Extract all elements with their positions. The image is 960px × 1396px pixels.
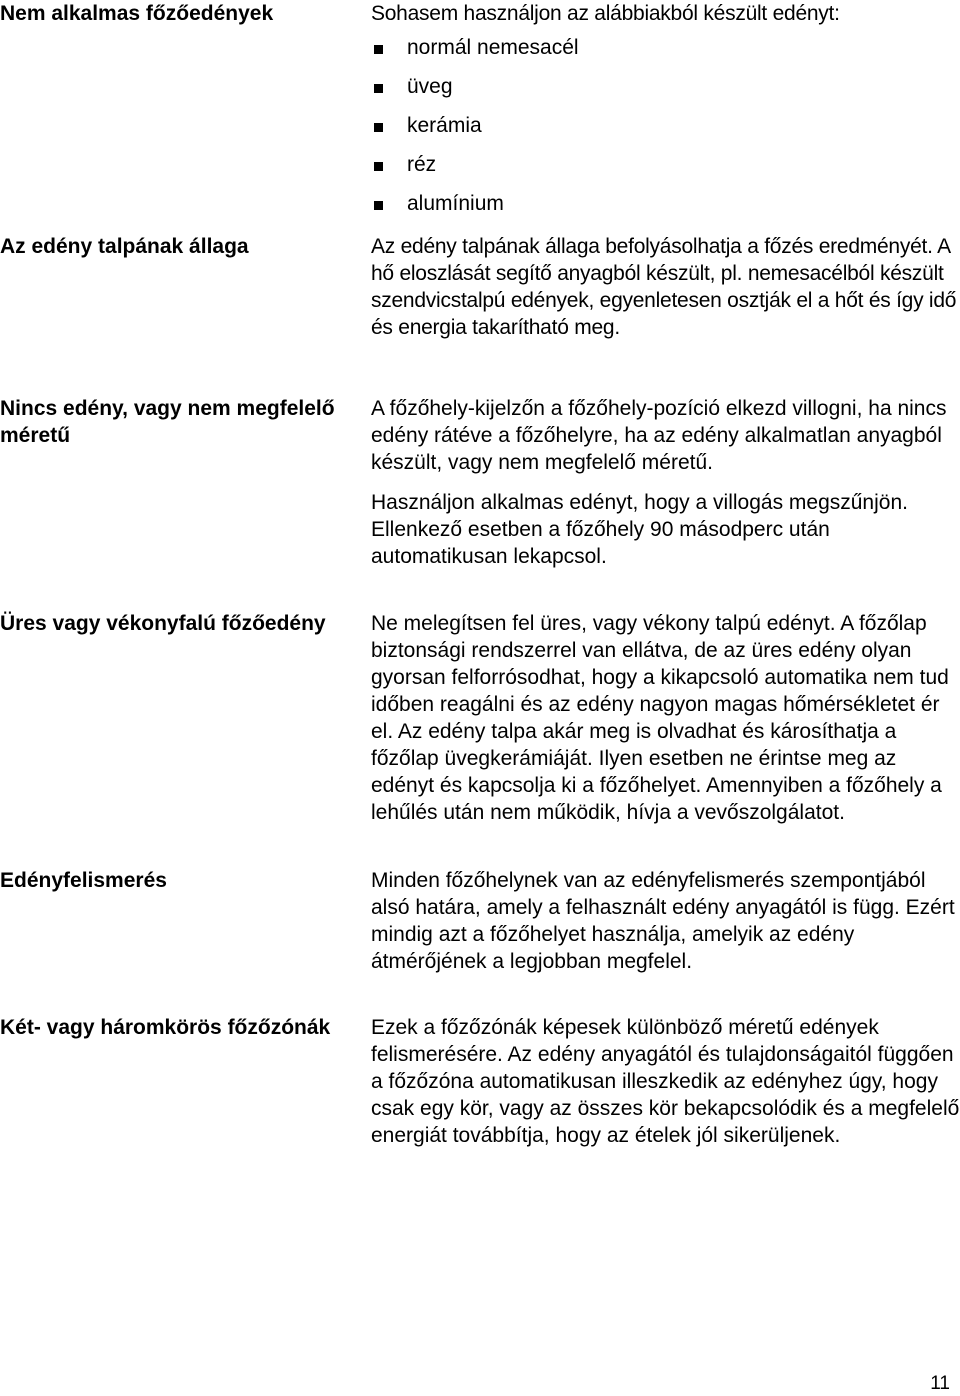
intro-text: Sohasem használjon az alábbiakból készült edényt: [371, 2, 840, 25]
paragraph: Ne melegítsen fel üres, vagy vékony talpú edényt. A főzőlap biztonsági rendszerrel van ellátva, de az üres edény olyan gyorsan felforrósodhat, hogy a kikapcsoló automatika nem tud időben reagálni és az edény nagyon magas hőmérsékletet ér el. Az edény talpa akár meg is olvadhat és károsíthatja a főzőlap üvegkerámiáját. Ilyen esetben ne érintse meg az edényt és kapcsolja ki a főzőhelyet. Amennyiben a főzőhely a lehűlés után nem működik, hívja a vevőszolgálatot. [371, 612, 949, 824]
section-heading: Nem alkalmas főzőedények [0, 2, 274, 25]
bullet-square-icon [374, 84, 383, 93]
list-item [371, 112, 960, 151]
section-heading: Két- vagy háromkörös főzőzónák [0, 1016, 331, 1039]
section-content [371, 395, 960, 570]
section-heading: Edényfelismerés [0, 869, 167, 892]
section-content [371, 610, 960, 826]
list-item [371, 190, 960, 229]
section-heading: Üres vagy vékonyfalú főzőedény [0, 612, 326, 635]
bullet-square-icon [374, 45, 383, 54]
paragraph: Ezek a főzőzónák képesek különböző méretű edények felismerésére. Az edény anyagától és tulajdonságaitól függően a főzőzóna automatikusan illeszkedik az edényhez úgy, hogy csak egy kör, vagy az összes kör bekapcsolódik és a megfelelő energiát továbbítja, hogy az ételek jól sikerüljenek. [371, 1016, 960, 1147]
paragraph: Minden főzőhelynek van az edényfelismerés szempontjából alsó határa, amely a felhasznált edény anyagától is függ. Ezért mindig azt a főzőhelyet használja, amelyik az edény átmérőjének a legjobban megfelel. [371, 869, 955, 973]
paragraph: A főzőhely-kijelzőn a főzőhely-pozíció elkezd villogni, ha nincs edény rátéve a főzőhelyre, ha az edény alkalmatlan anyagból készült, vagy nem megfelelő méretű. [371, 397, 947, 474]
list-item-label: alumínium [407, 192, 504, 215]
bullet-square-icon [374, 201, 383, 210]
list-item [371, 73, 960, 112]
page-number: 11 [930, 1373, 950, 1394]
section-heading: Nincs edény, vagy nem megfelelő méretű [0, 397, 335, 447]
paragraph: Használjon alkalmas edényt, hogy a villogás megszűnjön. Ellenkező esetben a főzőhely 90 másodperc után automatikusan lekapcsol. [371, 491, 908, 568]
section-content [371, 867, 960, 975]
paragraph: Az edény talpának állaga befolyásolhatja a főzés eredményét. A hő eloszlását segítő anyagból készült, pl. nemesacélból készült szendvicstalpú edények, egyenletesen osztják el a hőt és így idő és energia takarítható meg. [371, 235, 957, 339]
list-item-label: normál nemesacél [407, 36, 579, 59]
section-content [371, 0, 960, 229]
section-heading: Az edény talpának állaga [0, 235, 249, 258]
section-content [371, 233, 960, 341]
list-item-label: kerámia [407, 114, 482, 137]
bullet-square-icon [374, 123, 383, 132]
list-item-label: üveg [407, 75, 453, 98]
list-item-label: réz [407, 153, 437, 176]
bullet-square-icon [374, 162, 383, 171]
list-item [371, 34, 960, 73]
section-content [371, 1014, 960, 1149]
material-list [371, 34, 960, 229]
list-item [371, 151, 960, 190]
